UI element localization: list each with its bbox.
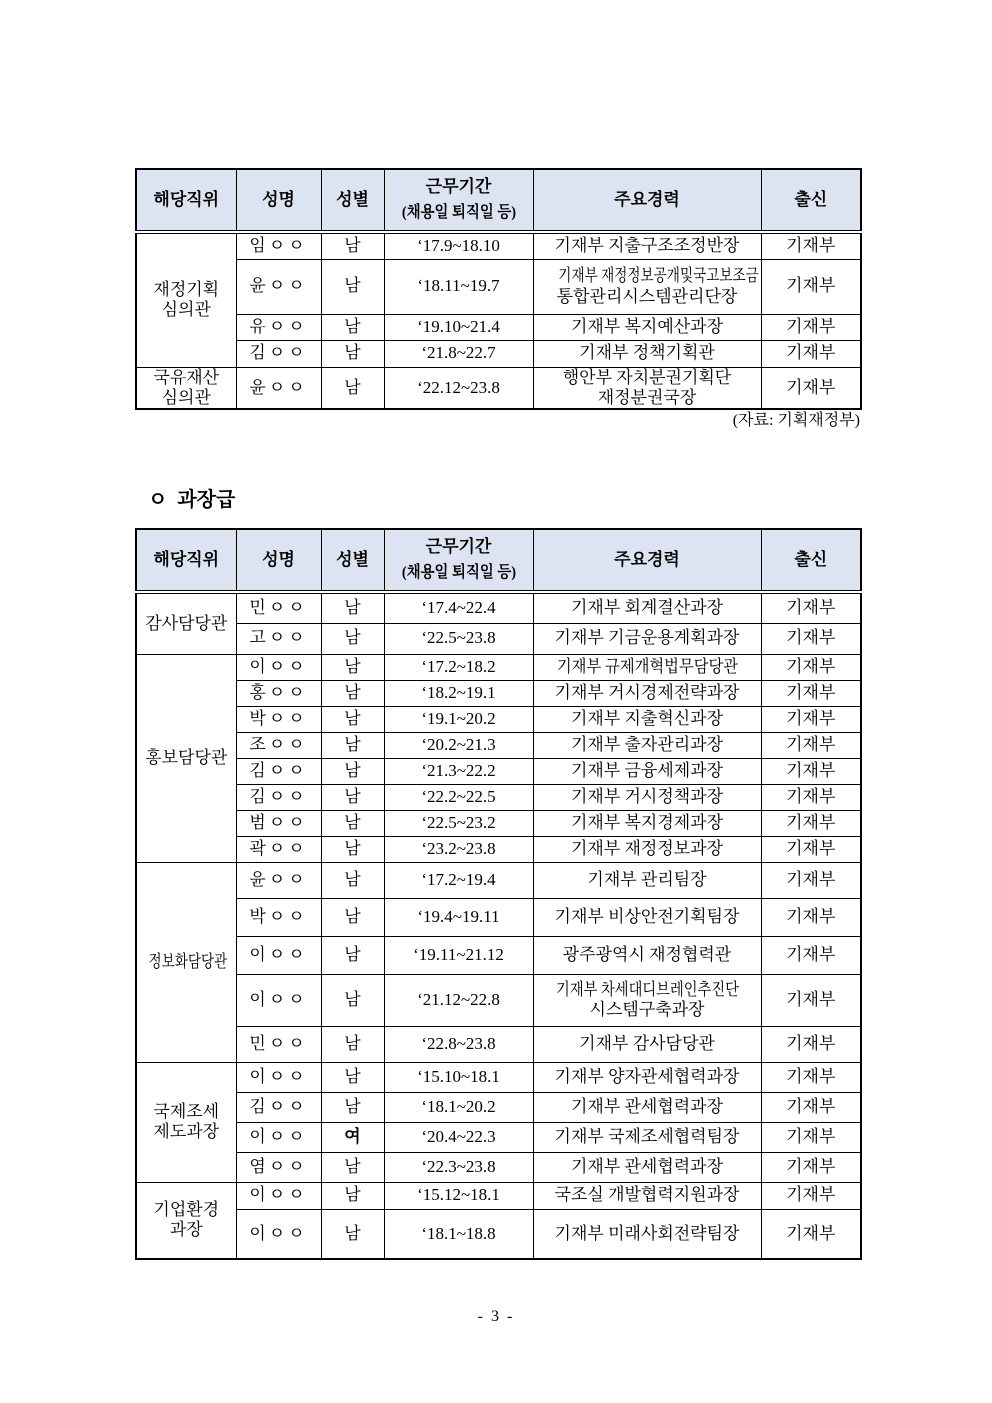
career-cell: 기재부 복지경제과장 — [533, 810, 761, 836]
position-line: 정보화담당관 — [148, 951, 228, 971]
origin-cell: 기재부 — [761, 314, 861, 340]
origin-cell: 기재부 — [761, 623, 861, 654]
name-cell: 김ㅇㅇ — [236, 784, 321, 810]
table-row — [136, 1062, 861, 1092]
period-cell: ‘17.2~19.4 — [384, 862, 533, 898]
table-row — [136, 974, 861, 1026]
header-row — [136, 529, 861, 592]
gender-cell: 여 — [321, 1122, 384, 1152]
table-row — [136, 810, 861, 836]
header-cell-gender: 성별 — [321, 169, 384, 232]
period-cell: ‘22.3~23.8 — [384, 1152, 533, 1182]
career-cell: 기재부 미래사회전략팀장 — [533, 1209, 761, 1259]
position-group-cell — [136, 367, 236, 409]
origin-cell: 기재부 — [761, 732, 861, 758]
name-cell: 김ㅇㅇ — [236, 758, 321, 784]
header-period-line1: 근무기간 — [425, 537, 492, 557]
position-line: 재정기획 — [153, 280, 220, 300]
period-cell: ‘22.5~23.8 — [384, 623, 533, 654]
name-cell: 민ㅇㅇ — [236, 1026, 321, 1062]
gender-cell: 남 — [321, 259, 384, 314]
senior-officials-table — [135, 168, 862, 410]
origin-cell: 기재부 — [761, 898, 861, 936]
table-row — [136, 314, 861, 340]
table-row — [136, 1182, 861, 1209]
name-cell: 이ㅇㅇ — [236, 1122, 321, 1152]
name-cell: 이ㅇㅇ — [236, 974, 321, 1026]
origin-cell: 기재부 — [761, 1152, 861, 1182]
table-row — [136, 680, 861, 706]
name-cell: 범ㅇㅇ — [236, 810, 321, 836]
header-cell-name: 성명 — [236, 169, 321, 232]
period-cell: ‘19.1~20.2 — [384, 706, 533, 732]
table-row — [136, 623, 861, 654]
gender-cell: 남 — [321, 732, 384, 758]
origin-cell: 기재부 — [761, 936, 861, 974]
origin-cell: 기재부 — [761, 367, 861, 409]
period-cell: ‘19.11~21.12 — [384, 936, 533, 974]
career-cell: 기재부 재정정보과장 — [533, 836, 761, 862]
period-cell: ‘17.9~18.10 — [384, 232, 533, 259]
gender-cell: 남 — [321, 706, 384, 732]
position-group-cell — [136, 654, 236, 862]
period-cell: ‘18.11~19.7 — [384, 259, 533, 314]
origin-cell: 기재부 — [761, 706, 861, 732]
gender-cell: 남 — [321, 758, 384, 784]
period-cell: ‘17.4~22.4 — [384, 592, 533, 623]
period-cell: ‘21.12~22.8 — [384, 974, 533, 1026]
period-cell: ‘18.1~20.2 — [384, 1092, 533, 1122]
header-cell-career: 주요경력 — [533, 169, 761, 232]
career-line: 행안부 자치분권기획단 — [562, 367, 732, 387]
origin-cell: 기재부 — [761, 259, 861, 314]
name-cell: 윤ㅇㅇ — [236, 367, 321, 409]
table-row — [136, 758, 861, 784]
gender-cell: 남 — [321, 1092, 384, 1122]
position-group-cell — [136, 862, 236, 1062]
gender-cell: 남 — [321, 784, 384, 810]
table-row — [136, 259, 861, 314]
name-cell: 이ㅇㅇ — [236, 1182, 321, 1209]
career-cell: 기재부 지출구조조정반장 — [533, 232, 761, 259]
position-line: 감사담당관 — [145, 613, 228, 633]
career-cell: 기재부 관세협력과장 — [533, 1152, 761, 1182]
period-cell: ‘20.4~22.3 — [384, 1122, 533, 1152]
name-cell: 염ㅇㅇ — [236, 1152, 321, 1182]
table-header — [136, 169, 861, 232]
career-cell: 기재부 국제조세협력팀장 — [533, 1122, 761, 1152]
career-cell: 기재부 복지예산과장 — [533, 314, 761, 340]
name-cell: 조ㅇㅇ — [236, 732, 321, 758]
origin-cell: 기재부 — [761, 680, 861, 706]
gender-cell: 남 — [321, 592, 384, 623]
origin-cell: 기재부 — [761, 862, 861, 898]
period-cell: ‘20.2~21.3 — [384, 732, 533, 758]
origin-cell: 기재부 — [761, 1122, 861, 1152]
origin-cell: 기재부 — [761, 974, 861, 1026]
source-note: (자료: 기획재정부) — [732, 412, 860, 429]
name-cell: 유ㅇㅇ — [236, 314, 321, 340]
table-row — [136, 706, 861, 732]
table-row — [136, 1122, 861, 1152]
period-cell: ‘18.1~18.8 — [384, 1209, 533, 1259]
table-row — [136, 1209, 861, 1259]
career-cell: 기재부 지출혁신과장 — [533, 706, 761, 732]
header-cell-origin: 출신 — [761, 169, 861, 232]
period-cell: ‘18.2~19.1 — [384, 680, 533, 706]
header-cell-origin: 출신 — [761, 529, 861, 592]
gender-cell: 남 — [321, 623, 384, 654]
table-row — [136, 784, 861, 810]
career-line: 통합관리시스템관리단장 — [556, 286, 738, 306]
gender-cell: 남 — [321, 862, 384, 898]
table-row — [136, 592, 861, 623]
table-row — [136, 340, 861, 367]
period-cell: ‘15.12~18.1 — [384, 1182, 533, 1209]
header-cell-gender: 성별 — [321, 529, 384, 592]
position-line: 국유재산 — [153, 367, 220, 387]
gender-cell: 남 — [321, 936, 384, 974]
origin-cell: 기재부 — [761, 1026, 861, 1062]
name-cell: 임ㅇㅇ — [236, 232, 321, 259]
period-cell: ‘21.8~22.7 — [384, 340, 533, 367]
period-cell: ‘22.5~23.2 — [384, 810, 533, 836]
career-cell: 기재부 거시정책과장 — [533, 784, 761, 810]
position-group-cell — [136, 1182, 236, 1259]
division-chiefs-table — [135, 528, 862, 1260]
section-title: ㅇ 과장급 — [148, 489, 236, 511]
position-group-cell — [136, 232, 236, 367]
header-cell-period — [384, 169, 533, 232]
header-period-line2: (채용일 퇴직일 등) — [401, 563, 516, 581]
origin-cell: 기재부 — [761, 654, 861, 680]
career-cell — [533, 654, 761, 680]
gender-cell: 남 — [321, 1152, 384, 1182]
page-number: - 3 - — [477, 1308, 515, 1325]
name-cell: 고ㅇㅇ — [236, 623, 321, 654]
career-cell: 기재부 비상안전기획팀장 — [533, 898, 761, 936]
position-line: 기업환경 — [153, 1200, 220, 1220]
name-cell: 박ㅇㅇ — [236, 706, 321, 732]
origin-cell: 기재부 — [761, 784, 861, 810]
name-cell: 김ㅇㅇ — [236, 340, 321, 367]
gender-cell: 남 — [321, 680, 384, 706]
gender-cell: 남 — [321, 340, 384, 367]
origin-cell: 기재부 — [761, 1092, 861, 1122]
header-cell-career: 주요경력 — [533, 529, 761, 592]
table-row — [136, 1026, 861, 1062]
origin-cell: 기재부 — [761, 836, 861, 862]
career-line: 기재부 재정정보공개및국고보조금 — [557, 266, 759, 286]
header-period-line1: 근무기간 — [425, 177, 492, 197]
name-cell: 이ㅇㅇ — [236, 1209, 321, 1259]
origin-cell: 기재부 — [761, 592, 861, 623]
name-cell: 이ㅇㅇ — [236, 936, 321, 974]
career-line: 기재부 규제개혁법무담당관 — [556, 656, 738, 676]
table-row — [136, 232, 861, 259]
name-cell: 박ㅇㅇ — [236, 898, 321, 936]
period-cell: ‘17.2~18.2 — [384, 654, 533, 680]
table-row — [136, 1152, 861, 1182]
gender-cell: 남 — [321, 654, 384, 680]
name-cell: 이ㅇㅇ — [236, 1062, 321, 1092]
period-cell: ‘22.2~22.5 — [384, 784, 533, 810]
career-line: 시스템구축과장 — [589, 1000, 705, 1019]
gender-cell: 남 — [321, 974, 384, 1026]
table-row — [136, 936, 861, 974]
header-row — [136, 169, 861, 232]
period-cell: ‘21.3~22.2 — [384, 758, 533, 784]
origin-cell: 기재부 — [761, 758, 861, 784]
table-row — [136, 654, 861, 680]
gender-cell: 남 — [321, 1209, 384, 1259]
career-line: 기재부 차세대디브레인추진단 — [555, 979, 739, 999]
career-cell — [533, 367, 761, 409]
career-cell: 광주광역시 재정협력관 — [533, 936, 761, 974]
name-cell: 홍ㅇㅇ — [236, 680, 321, 706]
career-cell: 기재부 관리팀장 — [533, 862, 761, 898]
name-cell: 윤ㅇㅇ — [236, 259, 321, 314]
header-period-line2: (채용일 퇴직일 등) — [401, 203, 516, 221]
position-line: 제도과장 — [153, 1122, 220, 1141]
name-cell: 이ㅇㅇ — [236, 654, 321, 680]
position-line: 과장 — [169, 1220, 203, 1240]
table-header — [136, 529, 861, 592]
gender-cell: 남 — [321, 898, 384, 936]
gender-cell: 남 — [321, 232, 384, 259]
name-cell: 김ㅇㅇ — [236, 1092, 321, 1122]
name-cell: 민ㅇㅇ — [236, 592, 321, 623]
origin-cell: 기재부 — [761, 1209, 861, 1259]
gender-cell: 남 — [321, 367, 384, 409]
period-cell: ‘22.12~23.8 — [384, 367, 533, 409]
career-cell: 기재부 관세협력과장 — [533, 1092, 761, 1122]
position-group-cell — [136, 592, 236, 654]
gender-cell: 남 — [321, 810, 384, 836]
career-cell — [533, 259, 761, 314]
position-group-cell — [136, 1062, 236, 1182]
career-line: 재정분권국장 — [597, 387, 697, 407]
career-cell: 기재부 거시경제전략과장 — [533, 680, 761, 706]
gender-cell: 남 — [321, 1182, 384, 1209]
header-cell-name: 성명 — [236, 529, 321, 592]
period-cell: ‘15.10~18.1 — [384, 1062, 533, 1092]
period-cell: ‘19.4~19.11 — [384, 898, 533, 936]
gender-cell: 남 — [321, 314, 384, 340]
position-line: 홍보담당관 — [145, 747, 228, 767]
origin-cell: 기재부 — [761, 1062, 861, 1092]
origin-cell: 기재부 — [761, 232, 861, 259]
career-cell — [533, 974, 761, 1026]
position-line: 국제조세 — [153, 1101, 220, 1121]
table-row — [136, 732, 861, 758]
origin-cell: 기재부 — [761, 340, 861, 367]
header-cell-position: 해당직위 — [136, 529, 236, 592]
position-line: 심의관 — [161, 300, 211, 320]
career-cell: 기재부 금융세제과장 — [533, 758, 761, 784]
table-row — [136, 862, 861, 898]
period-cell: ‘22.8~23.8 — [384, 1026, 533, 1062]
table-row — [136, 367, 861, 409]
name-cell: 윤ㅇㅇ — [236, 862, 321, 898]
period-cell: ‘19.10~21.4 — [384, 314, 533, 340]
career-cell: 국조실 개발협력지원과장 — [533, 1182, 761, 1209]
header-cell-period — [384, 529, 533, 592]
career-cell: 기재부 감사담당관 — [533, 1026, 761, 1062]
table-row — [136, 836, 861, 862]
header-cell-position: 해당직위 — [136, 169, 236, 232]
name-cell: 곽ㅇㅇ — [236, 836, 321, 862]
position-line: 심의관 — [161, 387, 211, 407]
career-cell: 기재부 회계결산과장 — [533, 592, 761, 623]
gender-cell: 남 — [321, 1026, 384, 1062]
career-cell: 기재부 기금운용계획과장 — [533, 623, 761, 654]
gender-cell: 남 — [321, 836, 384, 862]
gender-cell: 남 — [321, 1062, 384, 1092]
period-cell: ‘23.2~23.8 — [384, 836, 533, 862]
origin-cell: 기재부 — [761, 1182, 861, 1209]
career-cell: 기재부 양자관세협력과장 — [533, 1062, 761, 1092]
table-row — [136, 898, 861, 936]
table-row — [136, 1092, 861, 1122]
origin-cell: 기재부 — [761, 810, 861, 836]
career-cell: 기재부 정책기획관 — [533, 340, 761, 367]
career-cell: 기재부 출자관리과장 — [533, 732, 761, 758]
